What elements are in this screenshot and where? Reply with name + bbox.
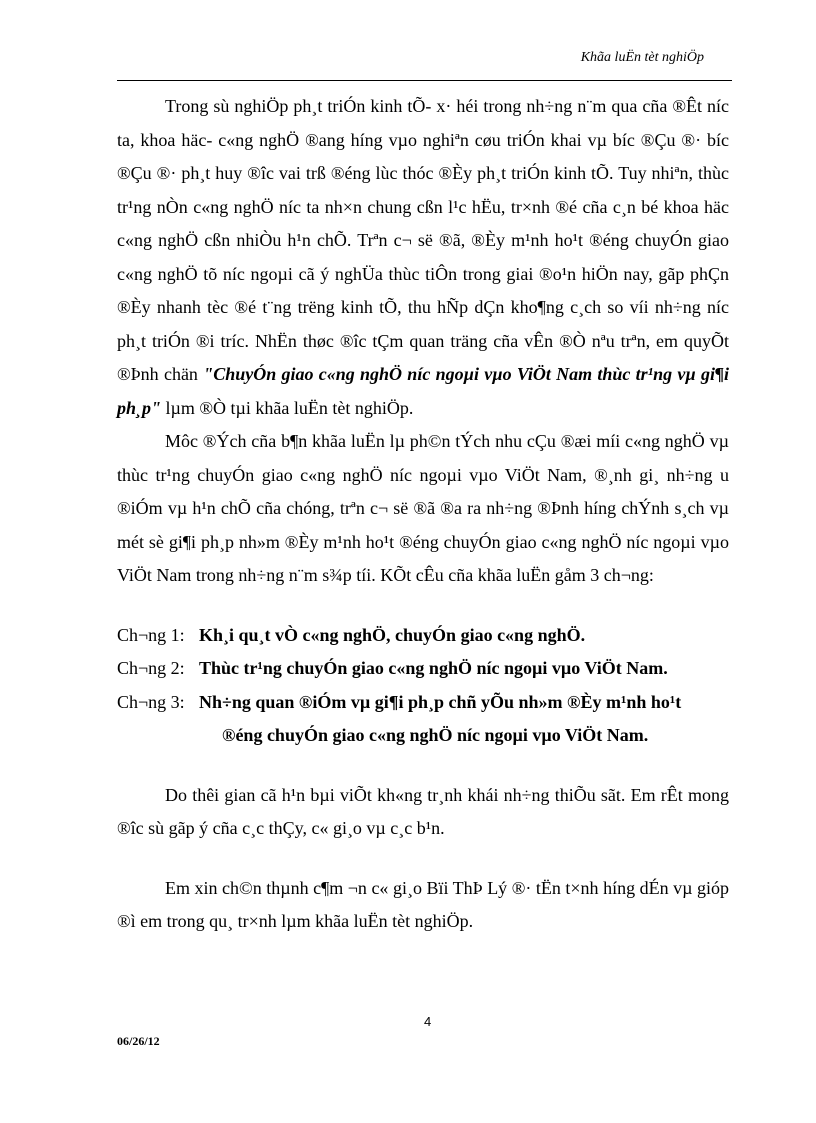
thesis-title: "ChuyÓn giao c«ng nghÖ níc ngoµi vµo ViÖt Nam thùc tr¹ng vµ gi¶i ph¸p"	[117, 364, 729, 418]
intro-tail: lµm ®Ò tµi khãa luËn tèt nghiÖp.	[161, 397, 414, 418]
chapter-3-title-continued: ®éng chuyÓn giao c«ng nghÖ níc ngoµi vµo ViÖt Nam.	[222, 725, 649, 745]
acknowledgement-paragraph: Em xin ch©n thµnh c¶m ¬n c« gi¸o Bïi ThÞ Lý ®· tËn t×nh híng dÉn vµ gióp ®ì em trong qu¸ tr×nh lµm khãa luËn tèt nghiÖp.	[117, 877, 729, 931]
limitation-paragraph: Do thêi gian cã h¹n bµi viÕt kh«ng tr¸nh khái nh÷ng thiÕu sãt. Em rÊt mong ®îc sù gãp ý cña c¸c thÇy, c« gi¸o vµ c¸c b¹n.	[117, 784, 729, 838]
chapter-1-label: Ch¬ng 1:	[117, 624, 185, 645]
page-number: 4	[424, 1014, 432, 1029]
intro-paragraph	[117, 90, 729, 425]
document-body	[117, 90, 729, 939]
header-divider	[117, 80, 732, 81]
footer-date: 06/26/12	[117, 1034, 160, 1048]
chapter-3	[117, 686, 729, 720]
chapter-2-label: Ch¬ng 2:	[117, 658, 185, 678]
running-header: Khãa luËn tèt nghiÖp	[580, 50, 704, 65]
chapter-2-title: Thùc tr¹ng chuyÓn giao c«ng nghÖ níc ngoµi vµo ViÖt Nam.	[199, 658, 668, 678]
chapter-3-label: Ch¬ng 3:	[117, 691, 185, 712]
chapter-2	[117, 652, 729, 686]
chapter-3-title: Nh÷ng quan ®iÓm vµ gi¶i ph¸p chñ yÕu nh»m ®Èy m¹nh ho¹t	[199, 691, 682, 712]
chapter-1-title: Kh¸i qu¸t vÒ c«ng nghÖ, chuyÓn giao c«ng nghÖ.	[199, 624, 586, 645]
chapter-1	[117, 619, 729, 653]
intro-text: Trong sù nghiÖp ph¸t triÓn kinh tÕ- x· héi trong nh÷ng n¨m qua cña ®Êt níc ta, khoa häc- c«ng nghÖ ®ang híng vµo nghiªn cøu triÓn khai vµ bíc ®Çu ®· bíc ®Çu ®· ph¸t huy ®îc vai trß ®éng lùc thóc ®Èy ph¸t triÓn kinh tÕ. Tuy nhiªn, thùc tr¹ng nÒn c«ng nghÖ níc ta nh×n chung cßn l¹c hËu, tr×nh ®é cña c¸n bé khoa häc c«ng nghÖ cßn nhiÒu h¹n chÕ. Trªn c¬ së ®ã, ®Èy m¹nh ho¹t ®éng chuyÓn giao c«ng nghÖ tõ níc ngoµi cã ý nghÜa thùc tiÔn trong giai ®o¹n hiÖn nay, gãp phÇn ®Èy nhanh tèc ®é t¨ng trëng kinh tÕ, thu hÑp dÇn kho¶ng c¸ch so víi nh÷ng níc ph¸t triÓn ®i tríc. NhËn thøc ®îc tÇm quan träng cña vÊn ®Ò nªu trªn, em quyÕt ®Þnh chän	[117, 96, 729, 384]
chapter-list	[117, 619, 729, 753]
purpose-paragraph: Môc ®Ých cña b¶n khãa luËn lµ ph©n tÝch nhu cÇu ®æi míi c«ng nghÖ vµ thùc tr¹ng chuyÓn giao c«ng nghÖ níc ngoµi vµo ViÖt Nam, ®¸nh gi¸ nh÷ng u ®iÓm vµ h¹n chÕ cña chóng, trªn c¬ së ®ã ®a ra nh÷ng ®Þnh híng chÝnh s¸ch vµ mét sè gi¶i ph¸p nh»m ®Èy m¹nh ho¹t ®éng chuyÓn giao c«ng nghÖ níc ngoµi vµo ViÖt Nam trong nh÷ng n¨m s¾p tíi. KÕt cÊu cña khãa luËn gåm 3 ch¬ng:	[117, 431, 729, 585]
